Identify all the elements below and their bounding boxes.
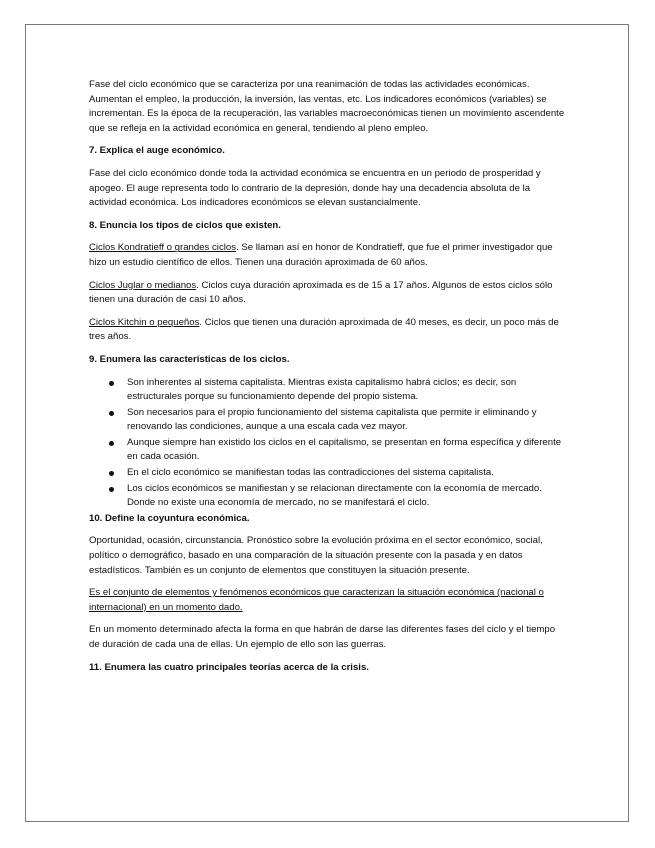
list-item [127, 376, 567, 405]
characteristics-list [89, 376, 567, 511]
question-8-heading: 8. Enuncia los tipos de ciclos que existen. [89, 219, 281, 231]
list-item-text: Aunque siempre han existido los ciclos en el capitalismo, se presentan en forma específica y diferente en cada ocasión. [127, 436, 562, 463]
list-item [127, 406, 567, 435]
question-11-heading: 11. Enumera las cuatro principales teorías acerca de la crisis. [89, 661, 369, 673]
list-item-text: En el ciclo económico se manifiestan todas las contradicciones del sistema capitalista. [127, 467, 494, 479]
cycle-description: . Ciclos cuya duración aproximada es de 15 a 17 años. Algunos de estos ciclos sólo tienen una duración de casi 10 años. [89, 279, 553, 306]
cycle-description: . Se llaman así en honor de Kondratieff, que fue el primer investigador que hizo un estudio científico de ellos. Tienen una duración aproximada de 60 años. [89, 242, 553, 268]
question-10-definition: Es el conjunto de elementos y fenómenos económicos que caracterizan la situación económica (nacional o internacional) en un momento dado. [89, 587, 544, 613]
question-10-extra: En un momento determinado afecta la forma en que habrán de darse las diferentes fases del ciclo y el tiempo de duración de cada una de ellas. Un ejemplo de ello son las guerras. [89, 624, 556, 650]
question-10-answer: Oportunidad, ocasión, circunstancia. Pronóstico sobre la evolución próxima en el sector económico, social, político o demográfico, basado en una comparación de la situación presente con la pasada y en datos estadísticos. También es un conjunto de elementos que constituyen la situación presente. [89, 535, 543, 576]
cycle-name: Ciclos Kondratieff o grandes ciclos [89, 242, 237, 254]
bullet-icon [109, 381, 114, 386]
cycle-kondratieff [89, 241, 567, 270]
document-page [25, 24, 629, 822]
question-7-answer: Fase del ciclo económico donde toda la actividad económica se encuentra en un periodo de prosperidad y apogeo. El auge representa todo lo contrario de la depresión, donde hay una decadencia absoluta de la actividad económica. Los indicadores económicos se elevan sustancialmente. [89, 167, 541, 209]
list-item [127, 466, 567, 481]
list-item-text: Son necesarios para el propio funcionamiento del sistema capitalista que permite ir eliminando y renovando las condiciones, aunque a una escala cada vez mayor. [127, 406, 537, 433]
list-item-text: Son inherentes al sistema capitalista. Mientras exista capitalismo habrá ciclos; es decir, son estructurales porque su funcionamiento depende del propio sistema. [127, 376, 517, 403]
bullet-icon [109, 441, 114, 446]
bullet-icon [109, 471, 114, 476]
bullet-icon [109, 487, 114, 492]
cycle-kitchin [89, 316, 567, 345]
list-item [127, 482, 567, 511]
cycle-name: Ciclos Kitchin o pequeños [89, 316, 200, 328]
cycle-description: . Ciclos que tienen una duración aproximada de 40 meses, es decir, un poco más de tres años. [89, 316, 559, 343]
question-9-heading: 9. Enumera las características de los ciclos. [89, 353, 290, 365]
bullet-icon [109, 411, 114, 416]
document-content [89, 78, 567, 683]
cycle-name: Ciclos Juglar o medianos [89, 279, 197, 291]
question-7-heading: 7. Explica el auge económico. [89, 145, 225, 157]
question-10-heading: 10. Define la coyuntura económica. [89, 512, 250, 524]
list-item-text: Los ciclos económicos se manifiestan y se relacionan directamente con la economía de mercado. Donde no existe una economía de mercado, no se manifestará el ciclo. [127, 482, 542, 509]
list-item [127, 436, 567, 465]
intro-paragraph: Fase del ciclo económico que se caracteriza por una reanimación de todas las actividades económicas. Aumentan el empleo, la producción, la inversión, las ventas, etc. Los indicadores económicos (variables) se incrementan. Es la época de la recuperación, las variables macroeconómicas tienen un movimiento ascendente que se refleja en la actividad económica en general, tendiendo al pleno empleo. [89, 79, 565, 134]
cycle-juglar [89, 279, 567, 308]
